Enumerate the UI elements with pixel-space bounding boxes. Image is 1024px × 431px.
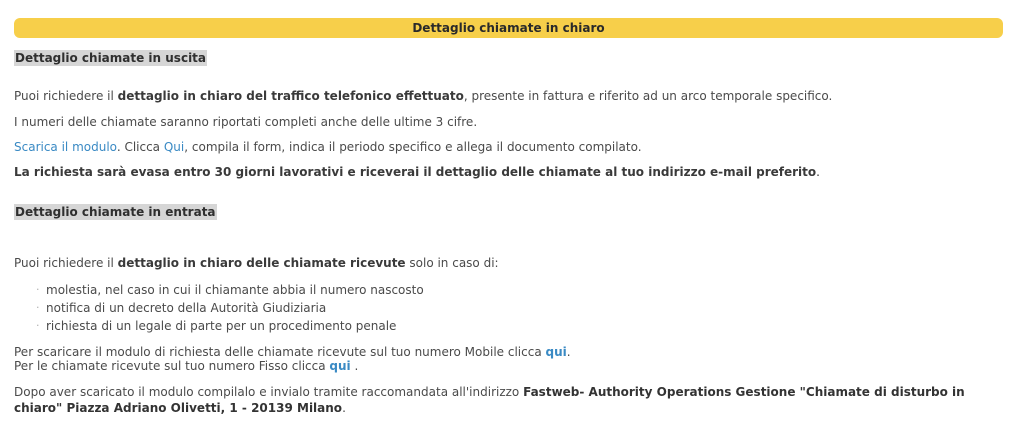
outgoing-digits-note: I numeri delle chiamate saranno riportati completi anche delle ultime 3 cifre.	[14, 115, 478, 129]
processing-note-bold: La richiesta sarà evasa entro 30 giorni lavorativi e riceverai il dettaglio delle chiamate al tuo indirizzo e-mail preferito	[14, 165, 817, 179]
processing-note-period: .	[816, 165, 820, 179]
incoming-heading: Dettaglio chiamate in entrata	[15, 205, 216, 219]
outgoing-intro-pre: Puoi richiedere il	[14, 89, 118, 103]
incoming-intro-pre: Puoi richiedere il	[14, 256, 118, 270]
outgoing-intro	[14, 88, 832, 104]
fisso-download-line	[14, 358, 358, 374]
download-form-link[interactable]: Scarica il modulo	[14, 140, 117, 154]
outgoing-intro-bold: dettaglio in chiaro del traffico telefonico effettuato	[117, 89, 464, 103]
list-item-text: richiesta di un legale di parte per un procedimento penale	[46, 319, 397, 333]
incoming-intro-bold: dettaglio in chiaro delle chiamate ricevute	[117, 256, 406, 270]
address-post: .	[342, 401, 346, 415]
section-banner	[14, 18, 1003, 38]
incoming-cases-list	[36, 282, 424, 336]
incoming-intro	[14, 255, 499, 271]
incoming-intro-post: solo in caso di:	[405, 256, 499, 270]
outgoing-heading: Dettaglio chiamate in uscita	[15, 51, 207, 65]
address-bold: Fastweb- Authority Operations Gestione "Chiamate di disturbo in chiaro" Piazza Adriano Olivetti, 1 - 20139 Milano	[14, 385, 965, 415]
outgoing-processing-note	[14, 164, 820, 180]
fisso-qui-link[interactable]: qui	[329, 359, 351, 373]
mailing-address-paragraph	[14, 384, 974, 416]
form-qui-link[interactable]: Qui	[163, 140, 185, 154]
mobile-qui-link[interactable]: qui	[545, 345, 567, 359]
bullet-icon: ·	[36, 319, 40, 332]
list-item-text: molestia, nel caso in cui il chiamante abbia il numero nascosto	[46, 283, 424, 297]
fisso-pre: Per le chiamate ricevute sul tuo numero Fisso clicca	[14, 359, 330, 373]
address-pre: Dopo aver scaricato il modulo compilalo e invialo tramite raccomandata all'indirizzo	[14, 385, 524, 399]
list-item-text: notifica di un decreto della Autorità Giudiziaria	[46, 301, 327, 315]
bullet-icon: ·	[36, 301, 40, 314]
mobile-pre: Per scaricare il modulo di richiesta delle chiamate ricevute sul tuo numero Mobile clicca	[14, 345, 546, 359]
list-item	[36, 318, 424, 336]
bullet-icon: ·	[36, 283, 40, 296]
outgoing-download-instructions	[14, 139, 642, 155]
list-item	[36, 282, 424, 300]
mobile-post: .	[566, 345, 571, 359]
banner-title: Dettaglio chiamate in chiaro	[412, 21, 605, 35]
download-post-text: , compila il form, indica il periodo specifico e allega il documento compilato.	[184, 140, 642, 154]
download-mid-text: . Clicca	[116, 140, 164, 154]
list-item	[36, 300, 424, 318]
outgoing-intro-post: , presente in fattura e riferito ad un arco temporale specifico.	[463, 89, 833, 103]
fisso-post: .	[350, 359, 359, 373]
